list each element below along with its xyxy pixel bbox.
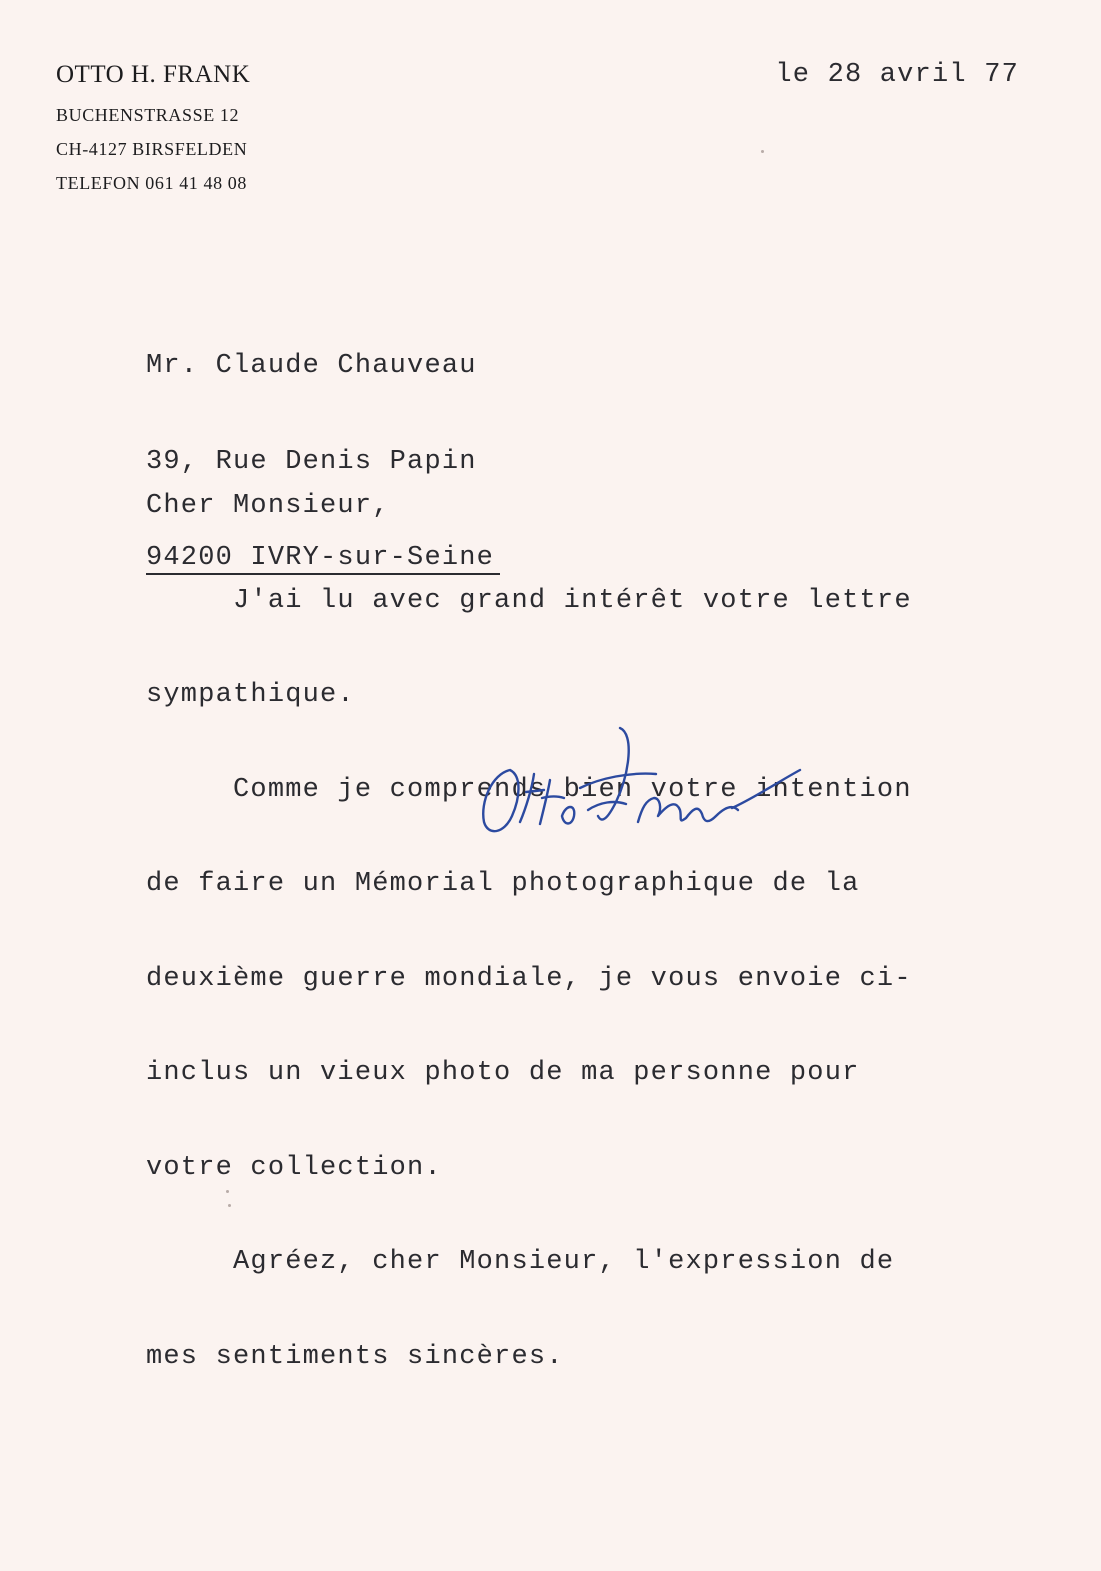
salutation: Cher Monsieur,: [146, 491, 390, 521]
body-line: J'ai lu avec grand intérêt votre lettre: [146, 585, 912, 616]
body-line: votre collection.: [146, 1152, 442, 1183]
sender-street: BUCHENSTRASSE 12: [56, 105, 240, 125]
sender-name: OTTO H. FRANK: [56, 61, 251, 88]
recipient-name: Mr. Claude Chauveau: [146, 351, 477, 381]
handwritten-signature: [470, 712, 810, 852]
body-line: mes sentiments sincères.: [146, 1341, 564, 1372]
paper-speck: [226, 1190, 229, 1193]
letterhead: [56, 58, 250, 200]
sender-city: CH-4127 BIRSFELDEN: [56, 139, 248, 159]
paper-speck: [228, 1204, 231, 1207]
body-line: inclus un vieux photo de ma personne pour: [146, 1058, 860, 1088]
recipient-city: 94200 IVRY-sur-Seine: [146, 543, 500, 575]
body-line: de faire un Mémorial photographique de la: [146, 869, 860, 899]
recipient-street: 39, Rue Denis Papin: [146, 447, 477, 477]
letter-date: le 28 avril 77: [775, 60, 1019, 90]
paper-speck: [761, 150, 764, 153]
body-line: sympathique.: [146, 680, 355, 710]
body-line: Agréez, cher Monsieur, l'expression de: [146, 1247, 895, 1277]
body-line: deuxième guerre mondiale, je vous envoie ci-: [146, 963, 912, 994]
sender-phone: TELEFON 061 41 48 08: [56, 173, 247, 193]
body-line: Comme je comprends bien votre intention: [146, 774, 912, 805]
letter-body: [146, 428, 912, 1436]
